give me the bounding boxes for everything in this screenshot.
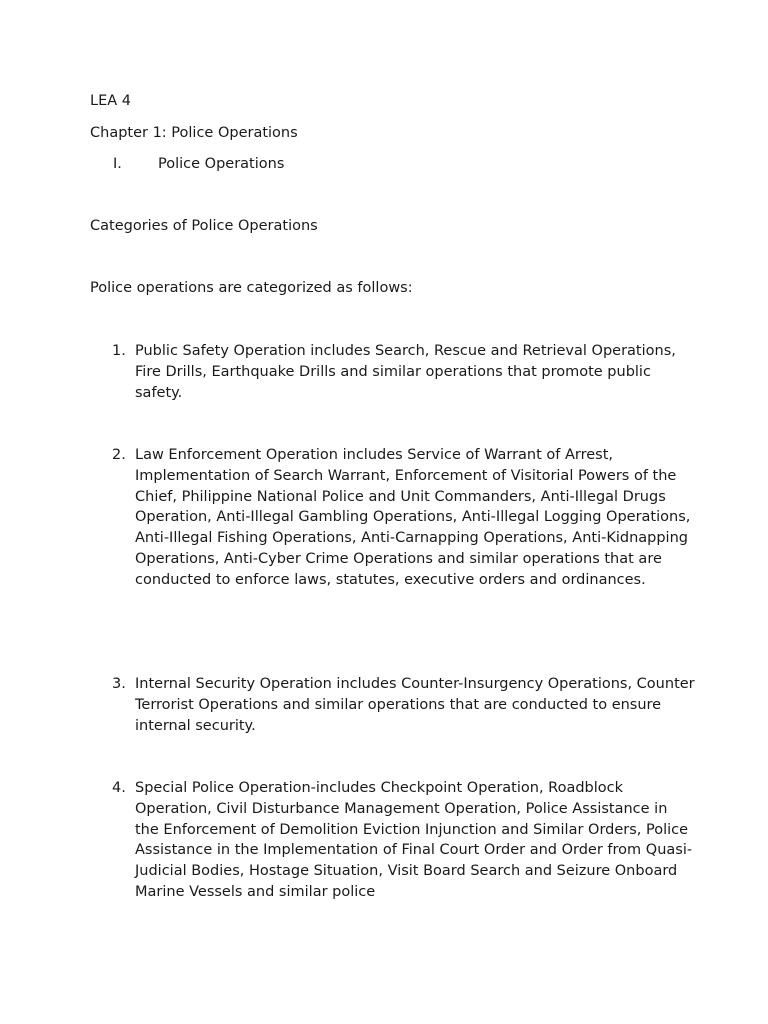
- list-item-number: 2.: [112, 447, 126, 463]
- list-item-number: 3.: [112, 676, 126, 692]
- list-item-text: Special Police Operation-includes Checkpoint Operation, Roadblock Operation, Civil Disturbance Management Operation, Police Assistance in the Enforcement of Demolition Eviction Injunction and Similar Orders, Police Assistance in the Implementation of Final Court Order and Order from Quasi-Judicial Bodies, Hostage Situation, Visit Board Search and Seizure Onboard Marine Vessels and similar police: [135, 780, 693, 900]
- chapter-title: Chapter 1: Police Operations: [90, 125, 298, 141]
- intro-paragraph: Police operations are categorized as follows:: [90, 280, 413, 296]
- section-title: Police Operations: [158, 156, 285, 172]
- list-item-text: Public Safety Operation includes Search, Rescue and Retrieval Operations, Fire Drills, Earthquake Drills and similar operations that promote public safety.: [135, 343, 676, 401]
- section-numeral: I.: [113, 156, 122, 172]
- list-item-text: Internal Security Operation includes Counter-Insurgency Operations, Counter Terrorist Operations and similar operations that are conducted to ensure internal security.: [135, 676, 695, 734]
- course-title: LEA 4: [90, 93, 131, 109]
- list-item-number: 4.: [112, 780, 126, 796]
- list-item-text: Law Enforcement Operation includes Service of Warrant of Arrest, Implementation of Search Warrant, Enforcement of Visitorial Powers of the Chief, Philippine National Police and Unit Commanders, Anti-Illegal Drugs Operation, Anti-Illegal Gambling Operations, Anti-Illegal Logging Operations, Anti-Illegal Fishing Operations, Anti-Carnapping Operations, Anti-Kidnapping Operations, Anti-Cyber Crime Operations and similar operations that are conducted to enforce laws, statutes, executive orders and ordinances.: [135, 447, 691, 588]
- categories-heading: Categories of Police Operations: [90, 218, 318, 234]
- list-item-number: 1.: [112, 343, 126, 359]
